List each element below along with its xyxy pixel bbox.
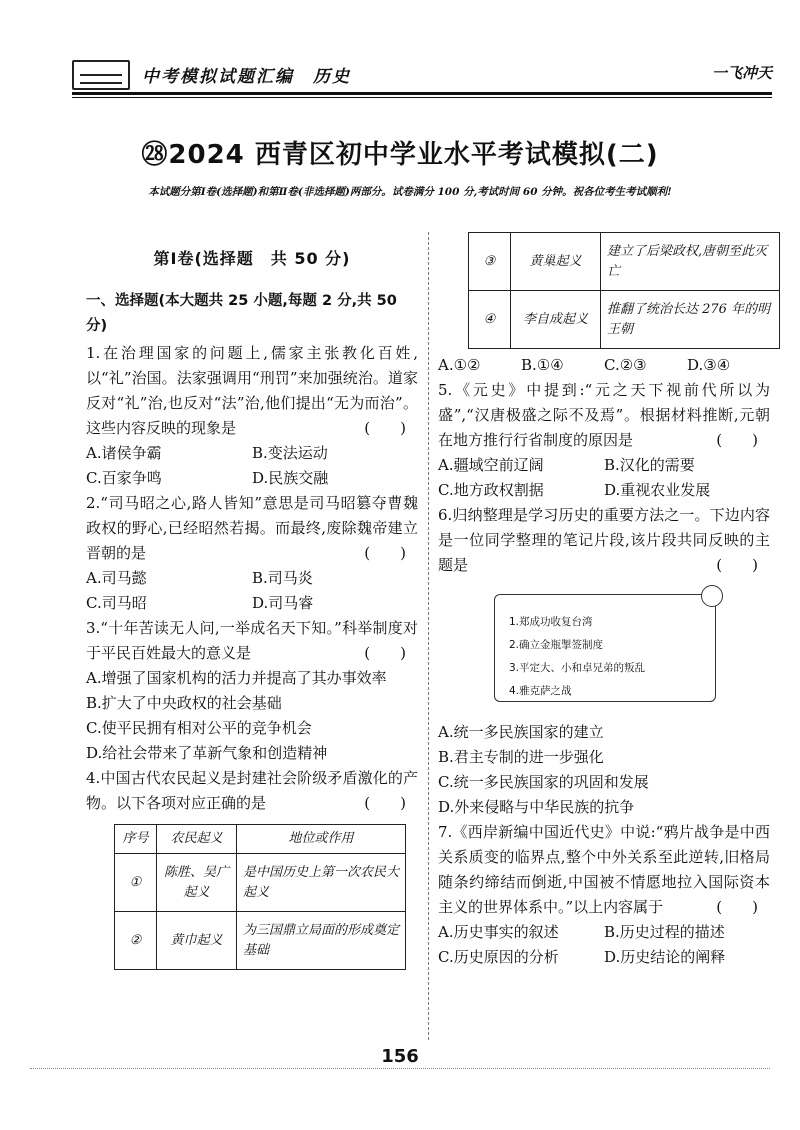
header-divider-thin: [72, 97, 772, 98]
page-header: [72, 60, 772, 92]
answer-blank: ( ): [364, 644, 406, 662]
option-a: A.司马懿: [86, 569, 147, 587]
option-c: C.地方政权割据: [438, 481, 544, 499]
question-stem: 1.在治理国家的问题上,儒家主张教化百姓,以“礼”治国。法家强调用“刑罚”来加强统治。道家反对“礼”治,也反对“法”治,他们提出“无为而治”。这些内容反映的现象是 ( ): [86, 341, 418, 441]
table-cell: ①: [115, 854, 157, 912]
table-row: [469, 233, 780, 291]
answer-blank: ( ): [364, 794, 406, 812]
question-stem: 4.中国古代农民起义是封建社会阶级矛盾激化的产物。以下各项对应正确的是 ( ): [86, 766, 418, 816]
uprising-table-continued: [468, 232, 780, 349]
question-2: [86, 491, 418, 616]
options: [438, 720, 770, 820]
question-4-options: [438, 353, 770, 378]
option-c: C.②③: [604, 356, 647, 374]
question-stem: 3.“十年苦读无人问,一举成名天下知。”科举制度对于平民百姓最大的意义是 ( ): [86, 616, 418, 666]
option-c: C.历史原因的分析: [438, 948, 559, 966]
options: [438, 920, 770, 970]
left-column: [86, 246, 418, 970]
table-cell: 建立了后梁政权,唐朝至此灭亡: [601, 233, 780, 291]
section-heading: 一、选择题(本大题共 25 小题,每题 2 分,共 50 分): [86, 293, 397, 334]
exam-title: ㉘2024 西青区初中学业水平考试模拟(二): [141, 140, 659, 170]
note-item: 4.雅克萨之战: [509, 685, 572, 697]
note-list: [509, 611, 645, 703]
table-cell: 为三国鼎立局面的形成奠定基础: [237, 912, 406, 970]
table-row: [115, 912, 406, 970]
answer-blank: ( ): [364, 544, 406, 562]
note-card: [494, 594, 716, 702]
question-stem: 7.《西岸新编中国近代史》中说:“鸦片战争是中西关系质变的临界点,整个中外关系至此逆转,旧格局随条约缔结而倒逝,中国被不情愿地拉入国际资本主义的世界体系中。”以上内容属于 ( ): [438, 820, 770, 920]
question-stem: 6.归纳整理是学习历史的重要方法之一。下边内容是一位同学整理的笔记片段,该片段共同反映的主题是 ( ): [438, 503, 770, 578]
table-header-row: [115, 825, 406, 854]
table-cell: ④: [469, 291, 511, 349]
page-number: 156: [381, 1046, 419, 1067]
option-a: A.历史事实的叙述: [438, 923, 559, 941]
note-item: 3.平定大、小和卓兄弟的叛乱: [509, 662, 646, 674]
table-cell: 黄巢起义: [511, 233, 601, 291]
option-d: D.历史结论的阐释: [604, 948, 726, 966]
options: [86, 566, 418, 616]
right-column: [438, 232, 770, 970]
section-title: 第Ⅰ卷(选择题 共 50 分): [153, 249, 351, 268]
table-cell: 是中国历史上第一次农民大起义: [237, 854, 406, 912]
table-header-cell: 序号: [115, 825, 157, 854]
table-cell: 推翻了统治长达 276 年的明王朝: [601, 291, 780, 349]
answer-blank: ( ): [364, 419, 406, 437]
option-c: C.司马昭: [86, 594, 147, 612]
option-b: B.司马炎: [252, 569, 313, 587]
option-a: A.统一多民族国家的建立: [438, 723, 604, 741]
table-row: [469, 291, 780, 349]
question-7: [438, 820, 770, 970]
option-c: C.使平民拥有相对公平的竞争机会: [86, 719, 312, 737]
question-1: [86, 341, 418, 491]
option-a: A.诸侯争霸: [86, 444, 162, 462]
table-header-cell: 地位或作用: [237, 825, 406, 854]
option-d: D.重视农业发展: [604, 481, 711, 499]
answer-blank: ( ): [716, 556, 758, 574]
options: [86, 666, 418, 766]
option-b: B.汉化的需要: [604, 456, 695, 474]
table-row: [115, 854, 406, 912]
option-c: C.统一多民族国家的巩固和发展: [438, 773, 649, 791]
options: [438, 453, 770, 503]
note-item: 2.确立金瓶掣签制度: [509, 639, 604, 651]
option-a: A.①②: [438, 356, 481, 374]
book-title: 中考模拟试题汇编 历史: [142, 67, 351, 87]
option-c: C.百家争鸣: [86, 469, 162, 487]
brand-label: 一飞冲天: [711, 64, 772, 82]
table-header-cell: 农民起义: [157, 825, 237, 854]
exam-instructions: 本试题分第Ⅰ卷(选择题)和第Ⅱ卷(非选择题)两部分。试卷满分 100 分,考试时间 60 分钟。祝各位考生考试顺利!: [148, 186, 672, 198]
question-6: [438, 503, 770, 820]
answer-blank: ( ): [716, 431, 758, 449]
footer-divider: [30, 1068, 770, 1069]
option-b: B.扩大了中央政权的社会基础: [86, 694, 282, 712]
option-d: D.民族交融: [252, 469, 329, 487]
uprising-table: [114, 824, 406, 970]
option-d: D.司马睿: [252, 594, 314, 612]
option-d: D.给社会带来了革新气象和创造精神: [86, 744, 328, 762]
question-stem: 5.《元史》中提到:“元之天下视前代所以为盛”,“汉唐极盛之际不及焉”。根据材料推断,元朝在地方推行行省制度的原因是 ( ): [438, 378, 770, 453]
question-stem: 2.“司马昭之心,路人皆知”意思是司马昭篡夺曹魏政权的野心,已经昭然若揭。而最终,废除魏帝建立晋朝的是 ( ): [86, 491, 418, 566]
option-b: B.君主专制的进一步强化: [438, 748, 604, 766]
table-cell: 陈胜、吴广起义: [157, 854, 237, 912]
option-a: A.疆域空前辽阔: [438, 456, 544, 474]
option-d: D.③④: [687, 356, 731, 374]
option-d: D.外来侵略与中华民族的抗争: [438, 798, 635, 816]
note-item: 1.郑成功收复台湾: [509, 616, 593, 628]
option-b: B.历史过程的描述: [604, 923, 725, 941]
table-cell: 黄巾起义: [157, 912, 237, 970]
options: [86, 441, 418, 491]
option-a: A.增强了国家机构的活力并提高了其办事效率: [86, 669, 387, 687]
scroll-curl-icon: [701, 585, 723, 607]
table-cell: ②: [115, 912, 157, 970]
question-5: [438, 378, 770, 503]
column-divider: [428, 232, 429, 1040]
question-4: [86, 766, 418, 970]
answer-blank: ( ): [716, 898, 758, 916]
option-b: B.变法运动: [252, 444, 328, 462]
table-cell: ③: [469, 233, 511, 291]
option-b: B.①④: [521, 356, 564, 374]
book-logo-icon: [72, 60, 130, 90]
header-divider: [72, 92, 772, 95]
table-cell: 李自成起义: [511, 291, 601, 349]
question-3: [86, 616, 418, 766]
